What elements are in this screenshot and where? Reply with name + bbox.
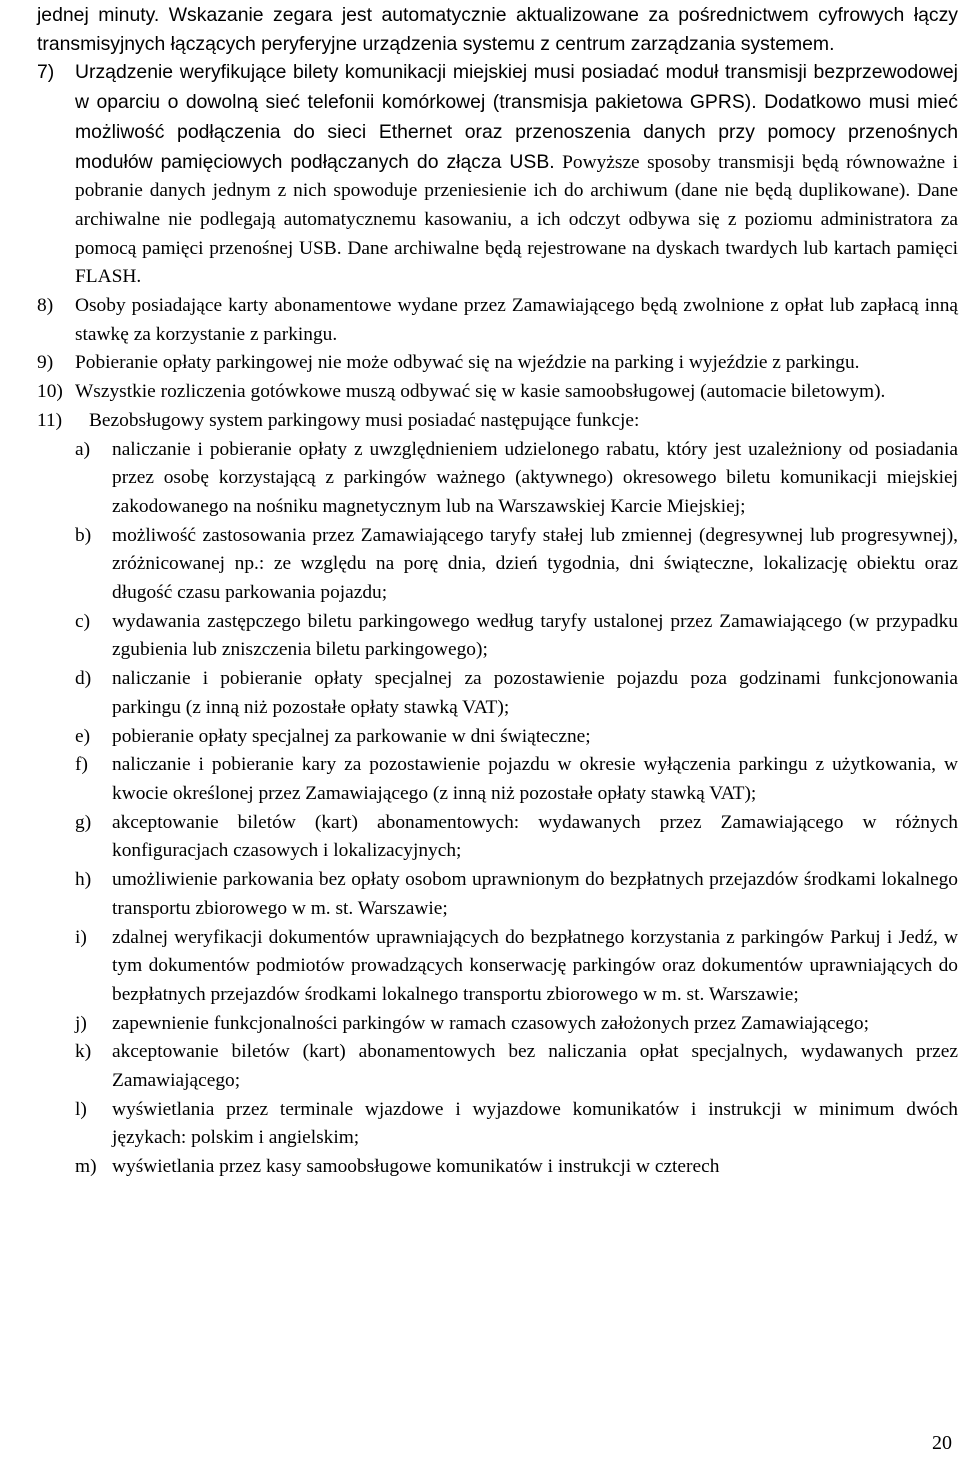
sub-item-letter: i) bbox=[75, 926, 87, 948]
sub-item-text: wydawania zastępczego biletu parkingowego według taryfy ustalonej przez Zamawiającego (w przypadku zgubienia lub zniszczenia biletu parkingowego); bbox=[112, 610, 958, 661]
sub-item-c bbox=[37, 608, 958, 665]
sub-item-text: wyświetlania przez kasy samoobsługowe komunikatów i instrukcji w czterech bbox=[112, 1156, 720, 1178]
sub-item-letter: d) bbox=[75, 668, 92, 690]
sub-item-text: naliczanie i pobieranie kary za pozostawienie pojazdu w okresie wyłączenia parkingu z użytkowania, w kwocie określonej przez Zamawiającego (z inną niż pozostałe opłaty stawką VAT); bbox=[112, 754, 958, 804]
sub-item-b bbox=[37, 522, 958, 608]
sub-item-letter: e) bbox=[75, 725, 91, 747]
sub-item-letter: j) bbox=[75, 1012, 87, 1034]
sub-item-i bbox=[37, 924, 958, 1010]
item-text: Osoby posiadające karty abonamentowe wydane przez Zamawiającego będą zwolnione z opłat lub zapłacą inną stawkę za korzystanie z parkingu. bbox=[75, 295, 958, 345]
sub-item-g bbox=[37, 809, 958, 866]
sub-item-a bbox=[37, 436, 958, 522]
item-text: Bezobsługowy system parkingowy musi posiadać następujące funkcje: bbox=[89, 409, 640, 431]
item-number: 11) bbox=[37, 409, 63, 431]
sub-item-letter: g) bbox=[75, 811, 92, 833]
sub-item-m bbox=[37, 1153, 958, 1182]
sub-item-letter: l) bbox=[75, 1098, 87, 1120]
sub-item-text: wyświetlania przez terminale wjazdowe i wyjazdowe komunikatów i instrukcji w minimum dwóch językach: polskim i angielskim; bbox=[112, 1098, 958, 1149]
sub-item-letter: b) bbox=[75, 524, 92, 546]
sub-item-h bbox=[37, 866, 958, 923]
sub-item-text: akceptowanie biletów (kart) abonamentowych: wydawanych przez Zamawiającego w różnych konfiguracjach czasowych i lokalizacyjnych; bbox=[112, 811, 958, 862]
item-number: 9) bbox=[37, 352, 54, 374]
list-item-7 bbox=[37, 58, 958, 292]
sub-item-text: zdalnej weryfikacji dokumentów uprawniających do bezpłatnego korzystania z parkingów Parkuj i Jedź, w tym dokumentów podmiotów prowadzących konserwację parkingów oraz dokumentów uprawniających do bezpłatnych przejazdów środkami lokalnego transportu zbiorowego w m. st. Warszawie; bbox=[112, 926, 958, 1005]
item-number: 10) bbox=[37, 381, 63, 403]
item-text: Pobieranie opłaty parkingowej nie może odbywać się na wjeździe na parking i wyjeździe z parkingu. bbox=[75, 352, 860, 374]
sub-item-letter: f) bbox=[75, 754, 88, 776]
main-list bbox=[37, 58, 958, 1181]
sub-item-letter: k) bbox=[75, 1041, 92, 1063]
sub-item-text: naliczanie i pobieranie opłaty specjalnej za pozostawienie pojazdu poza godzinami funkcjonowania parkingu (z inną niż pozostałe opłaty stawką VAT); bbox=[112, 668, 958, 718]
sub-item-text: umożliwienie parkowania bez opłaty osobom uprawnionym do bezpłatnych przejazdów środkami lokalnego transportu zbiorowego w m. st. Warszawie; bbox=[112, 869, 958, 919]
sub-item-letter: h) bbox=[75, 869, 92, 891]
sub-item-l bbox=[37, 1096, 958, 1153]
sub-item-text: pobieranie opłaty specjalnej za parkowanie w dni świąteczne; bbox=[112, 725, 591, 747]
sub-item-letter: c) bbox=[75, 610, 91, 632]
page-number: 20 bbox=[932, 1432, 952, 1454]
sub-item-text: możliwość zastosowania przez Zamawiającego taryfy stałej lub zmiennej (degresywnej lub progresywnej), zróżnicowanej np.: ze względu na porę dnia, dzień tygodnia, dni świąteczne, lokalizację obiektu oraz długość czasu parkowania pojazdu; bbox=[112, 524, 958, 604]
sub-item-text: zapewnienie funkcjonalności parkingów w ramach czasowych założonych przez Zamawiającego; bbox=[112, 1012, 869, 1034]
item-number: 8) bbox=[37, 295, 54, 317]
list-item-10 bbox=[37, 378, 958, 407]
sub-item-letter: a) bbox=[75, 438, 91, 460]
item-text-part-a: Urządzenie weryfikujące bilety komunikacji miejskiej musi posiadać moduł transmisji bezprzewodowej w oparciu o dowolną sieć telefonii komórkowej (transmisja pakietowa GPRS). Dodatkowo musi mieć możliwość podłączenia do sieci Ethernet oraz przenoszenia danych przy pomocy przenośnych modułów pamięciowych podłączanych do złącza USB. bbox=[75, 61, 958, 173]
item-number: 7) bbox=[37, 61, 55, 84]
document-page bbox=[37, 0, 958, 1182]
item-text bbox=[75, 58, 958, 292]
sub-item-text: naliczanie i pobieranie opłaty z uwzględnieniem udzielonego rabatu, który jest uzależniony od posiadania przez osobę korzystającą z parkingów ważnego (aktywnego) okresowego biletu komunikacji miejskiej zakodowanego na nośniku magnetycznym lub na Warszawskiej Karcie Miejskiej; bbox=[112, 438, 958, 517]
list-item-8 bbox=[37, 292, 958, 349]
sub-item-text: akceptowanie biletów (kart) abonamentowych bez naliczania opłat specjalnych, wydawanych przez Zamawiającego; bbox=[112, 1041, 958, 1092]
sub-item-f bbox=[37, 751, 958, 808]
sub-item-k bbox=[37, 1038, 958, 1095]
intro-paragraph: jednej minuty. Wskazanie zegara jest automatycznie aktualizowane za pośrednictwem cyfrowych łączy transmisyjnych łączących peryferyjne urządzenia systemu z centrum zarządzania systemem. bbox=[37, 4, 958, 55]
list-item-9 bbox=[37, 349, 958, 378]
item-text: Wszystkie rozliczenia gotówkowe muszą odbywać się w kasie samoobsługowej (automacie biletowym). bbox=[75, 381, 886, 403]
list-item-11 bbox=[37, 407, 958, 1182]
sub-list bbox=[75, 436, 958, 1182]
sub-item-e bbox=[37, 723, 958, 752]
sub-item-j bbox=[37, 1010, 958, 1039]
sub-item-d bbox=[37, 665, 958, 722]
sub-item-letter: m) bbox=[75, 1156, 97, 1178]
item-text-part-b: Powyższe sposoby transmisji będą równoważne i pobranie danych jednym z nich spowoduje przeniesienie ich do archiwum (dane nie będą duplikowane). Dane archiwalne nie podlegają automatycznemu kasowaniu, a ich odczyt odbywa się z poziomu administratora za pomocą pamięci przenośnej USB. Dane archiwalne będą rejestrowane na dyskach twardych lub kartach pamięci FLASH. bbox=[75, 151, 958, 288]
